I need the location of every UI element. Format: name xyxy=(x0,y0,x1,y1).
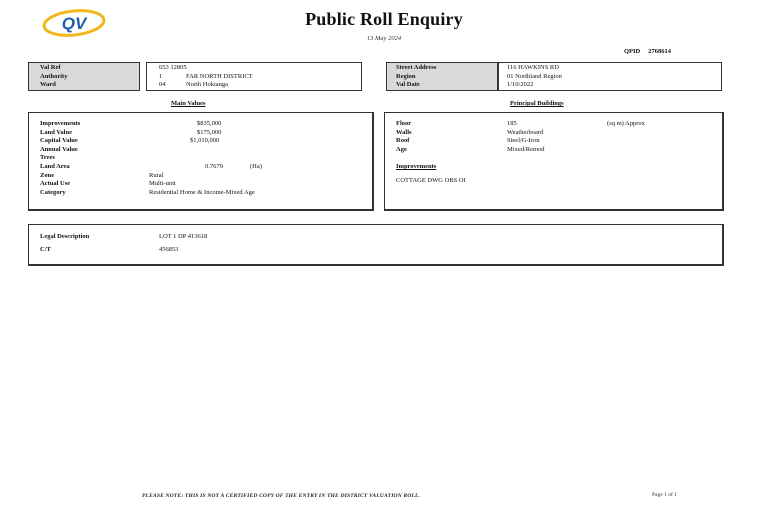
capital-value-value: $1,010,000 xyxy=(190,137,220,145)
authority-number: 1 xyxy=(159,72,163,80)
val-date-value: 1/10/2022 xyxy=(507,81,534,88)
floor-unit: (sq m) Approx xyxy=(607,120,645,127)
street-address-label: Street Address xyxy=(396,64,437,71)
val-ref-label: Val Ref xyxy=(40,64,61,71)
ward-name: North Hokianga xyxy=(186,81,229,88)
improvements-description: COTTAGE DWG OBS OI xyxy=(396,177,466,184)
floor-value: 185 xyxy=(507,120,517,127)
actual-use-label: Actual Use xyxy=(40,180,71,188)
age-value: Mixed/Remod xyxy=(507,145,545,153)
zone-value: Rural xyxy=(149,171,164,179)
ward-label: Ward xyxy=(40,81,56,88)
disclaimer-note: PLEASE NOTE: THIS IS NOT A CERTIFIED COPY OF THE ENTRY IN THE DISTRICT VALUATION ROLL. xyxy=(142,493,421,499)
ward-number: 04 xyxy=(159,81,166,88)
walls-value: Weatherboard xyxy=(507,128,544,136)
land-value-value: $175,000 xyxy=(197,128,222,136)
actual-use-value: Multi-unit xyxy=(149,180,176,188)
category-value: Residential Home & Income-Mixed Age xyxy=(149,188,255,196)
capital-value-label: Capital Value xyxy=(40,137,78,145)
val-date-label: Val Date xyxy=(396,81,420,88)
qpid-value: 2768614 xyxy=(648,48,671,55)
age-label: Age xyxy=(396,145,407,153)
legal-description-value: LOT 1 DP 413618 xyxy=(159,233,208,240)
land-value-label: Land Value xyxy=(40,128,72,136)
authority-label: Authority xyxy=(40,72,68,80)
ct-value: 456853 xyxy=(159,246,179,253)
annual-value-label: Annual Value xyxy=(40,145,78,153)
logo-text: QV xyxy=(61,14,87,33)
authority-name: FAR NORTH DISTRICT xyxy=(186,72,253,80)
qpid-label: QPID xyxy=(624,48,641,55)
qpid xyxy=(624,48,671,55)
region-label: Region xyxy=(396,72,416,80)
improvements-heading: Improvements xyxy=(396,163,437,170)
roof-value: Steel/G-Iron xyxy=(507,137,540,145)
report-date: 13 May 2024 xyxy=(366,35,402,42)
roof-label: Roof xyxy=(396,137,410,145)
category-label: Category xyxy=(40,188,66,196)
improvements-value: $835,000 xyxy=(197,120,222,127)
street-address-value: 116 HAWKINS RD xyxy=(507,64,559,71)
region-value: 01 Northland Region xyxy=(507,72,562,80)
land-area-label: Land Area xyxy=(40,163,70,170)
principal-buildings-heading: Principal Buildings xyxy=(510,100,564,107)
floor-label: Floor xyxy=(396,120,412,127)
zone-label: Zone xyxy=(40,171,55,179)
walls-label: Walls xyxy=(396,128,412,136)
page-number: Page 1 of 1 xyxy=(652,492,677,498)
legal-panel xyxy=(28,224,724,266)
principal-buildings-panel xyxy=(384,112,724,211)
trees-label: Trees xyxy=(40,154,55,162)
improvements-label: Improvements xyxy=(40,120,81,127)
land-area-value: 0.7679 xyxy=(205,163,223,170)
ct-label: C/T xyxy=(40,246,51,253)
legal-description-label: Legal Description xyxy=(40,233,90,240)
page-title: Public Roll Enquiry xyxy=(305,9,463,29)
main-values-heading: Main Values xyxy=(171,100,206,107)
val-ref-value: 653 12805 xyxy=(159,64,187,71)
land-area-unit: (Ha) xyxy=(250,163,262,170)
